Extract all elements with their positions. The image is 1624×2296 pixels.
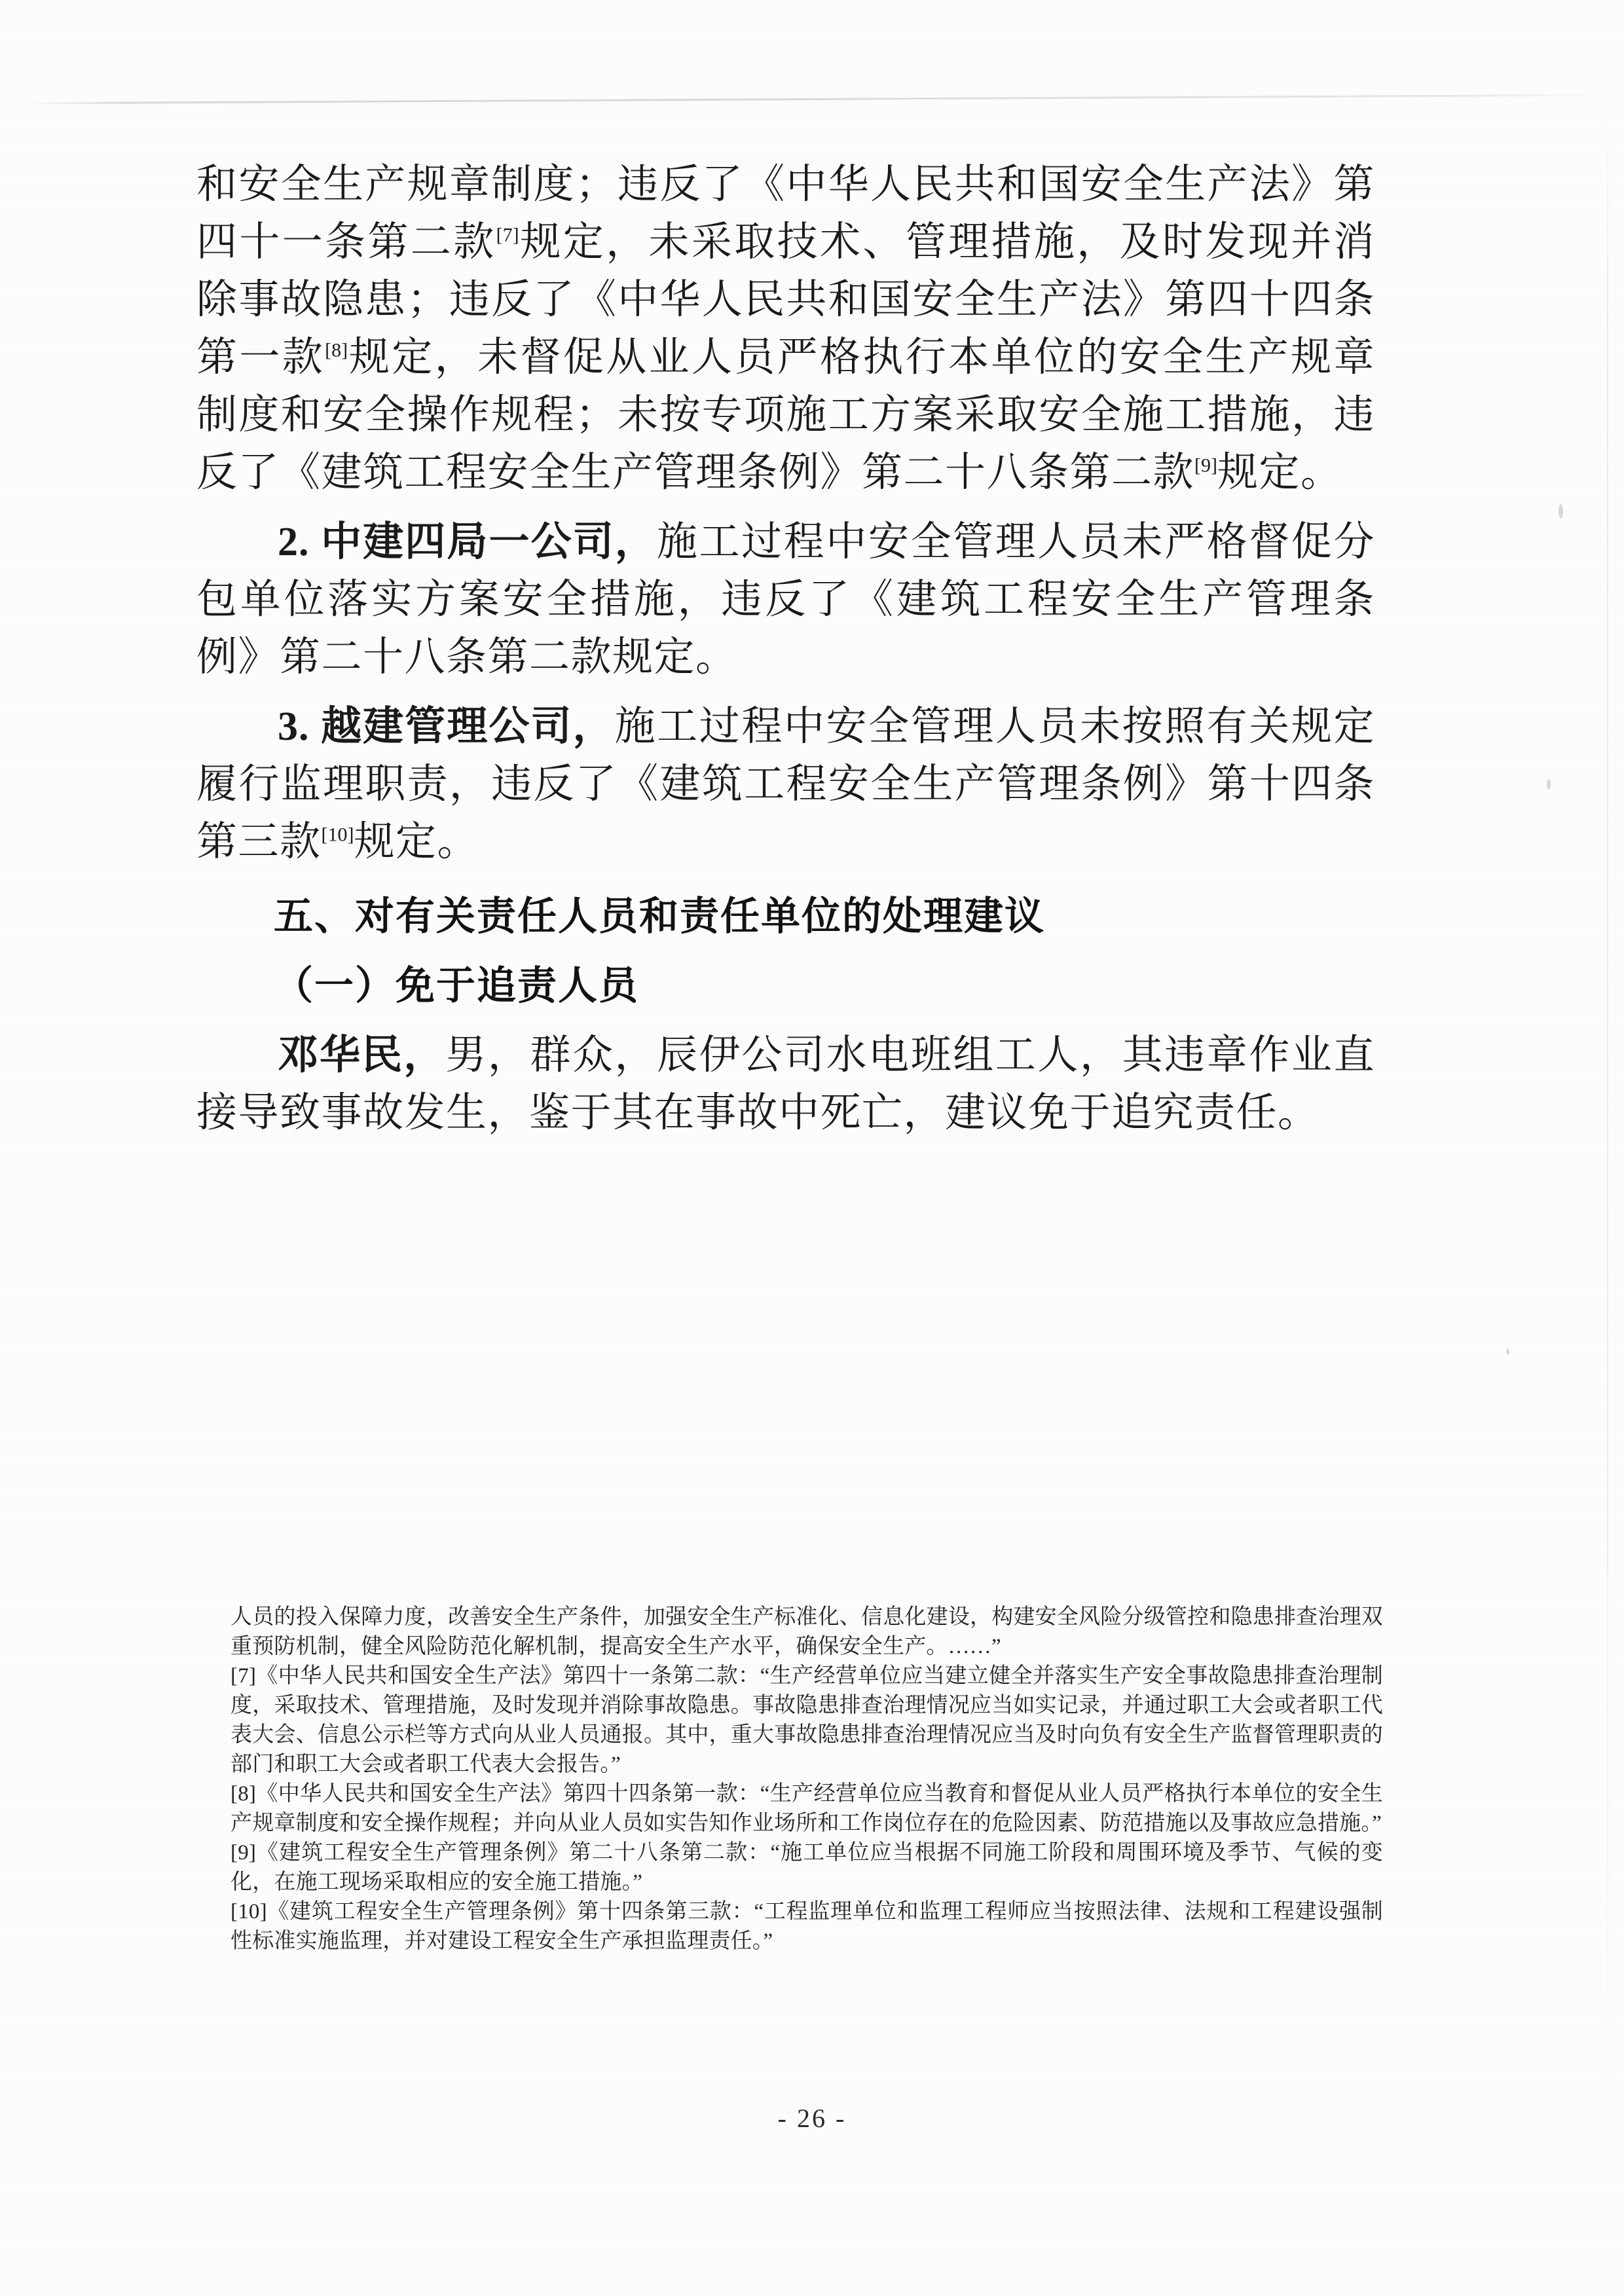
footnote-marker-10: [10]	[321, 824, 354, 846]
footnote-9: [9]《建筑工程安全生产管理条例》第二十八条第二款：“施工单位应当根据不同施工阶段和周围环境及季节、气候的变化，在施工现场采取相应的安全施工措施。”	[231, 1841, 1383, 1894]
footnote-10: [10]《建筑工程安全生产管理条例》第十四条第三款：“工程监理单位和监理工程师应当按照法律、法规和工程建设强制性标准实施监理，并对建设工程安全生产承担监理责任。”	[231, 1900, 1383, 1953]
scan-speck	[1547, 779, 1551, 790]
continued-text-suffix: 规定。	[1217, 450, 1342, 495]
scan-edge-right-artifact	[1607, 111, 1608, 2174]
heading-subsection-one: （一）免于追责人员	[274, 964, 639, 1008]
item-3-text-after: 规定。	[354, 820, 479, 864]
item-3-text-before: 施工过程中安全管理人员未按照有关规定履行监理职责，违反了《建筑工程安全生产管理条例》第十四条第三款	[196, 704, 1375, 864]
footnote-marker-8: [8]	[325, 339, 348, 361]
spacer	[196, 1015, 1375, 1027]
page-number: - 26 -	[777, 2104, 847, 2133]
footnote-block	[231, 1603, 1383, 1956]
footnote-8: [8]《中华人民共和国安全生产法》第四十四条第一款：“生产经营单位应当教育和督促从业人员严格执行本单位的安全生产规章制度和安全操作规程；并向从业人员如实告知作业场所和工作岗位存在的危险因素、防范措施以及事故应急措施。”	[231, 1782, 1383, 1835]
paragraph-item-2	[196, 513, 1375, 686]
continued-text-middle-1: 规定，未采取技术、管理措施，及时发现并消除事故隐患；违反了《中华人民共和国安全生产法》第四十四条第一款	[196, 220, 1375, 380]
spacer	[196, 501, 1375, 513]
paragraph-continued	[196, 156, 1375, 501]
body-text-block	[196, 156, 1375, 1142]
heading-section-five: 五、对有关责任人员和责任单位的处理建议	[274, 894, 1045, 938]
spacer	[196, 686, 1375, 698]
spacer	[196, 871, 1375, 888]
paragraph-item-3	[196, 698, 1375, 871]
scan-edge-artifact	[26, 94, 1598, 105]
continued-text-prefix: 和安全生产规章制度；违反了《中华人民共和国安全生产法》第四十一条第二款	[196, 162, 1375, 264]
paragraph-person-deng	[196, 1027, 1375, 1142]
continued-text-middle-2: 规定，未督促从业人员严格执行本单位的安全生产规章制度和安全操作规程；未按专项施工方案采取安全施工措施，违反了《建筑工程安全生产管理条例》第二十八条第二款	[196, 335, 1375, 495]
item-2-lead-entity: 2. 中建四局一公司，	[278, 520, 657, 564]
person-name: 邓华民，	[278, 1033, 446, 1078]
spacer	[196, 945, 1375, 957]
scan-speck	[1506, 1349, 1509, 1355]
item-3-lead-entity: 3. 越建管理公司，	[278, 704, 615, 749]
person-description: 男，群众，辰伊公司水电班组工人，其违章作业直接导致事故发生，鉴于其在事故中死亡，建议免于追究责任。	[196, 1033, 1375, 1135]
footnote-continuation: 人员的投入保障力度，改善安全生产条件，加强安全生产标准化、信息化建设，构建安全风险分级管控和隐患排查治理双重预防机制，健全风险防范化解机制，提高安全生产水平，确保安全生产。……”	[231, 1605, 1383, 1658]
footnote-marker-9: [9]	[1194, 454, 1217, 477]
scan-speck	[1559, 504, 1563, 519]
item-2-text: 施工过程中安全管理人员未严格督促分包单位落实方案安全措施，违反了《建筑工程安全生产管理条例》第二十八条第二款规定。	[196, 520, 1375, 680]
footnote-marker-7: [7]	[496, 224, 519, 246]
footnote-7: [7]《中华人民共和国安全生产法》第四十一条第二款：“生产经营单位应当建立健全并落实生产安全事故隐患排查治理制度，采取技术、管理措施，及时发现并消除事故隐患。事故隐患排查治理情况应当如实记录，并通过职工大会或者职工代表大会、信息公示栏等方式向从业人员通报。其中，重大事故隐患排查治理情况应当及时向负有安全生产监督管理职责的部门和职工大会或者职工代表大会报告。”	[231, 1664, 1383, 1776]
